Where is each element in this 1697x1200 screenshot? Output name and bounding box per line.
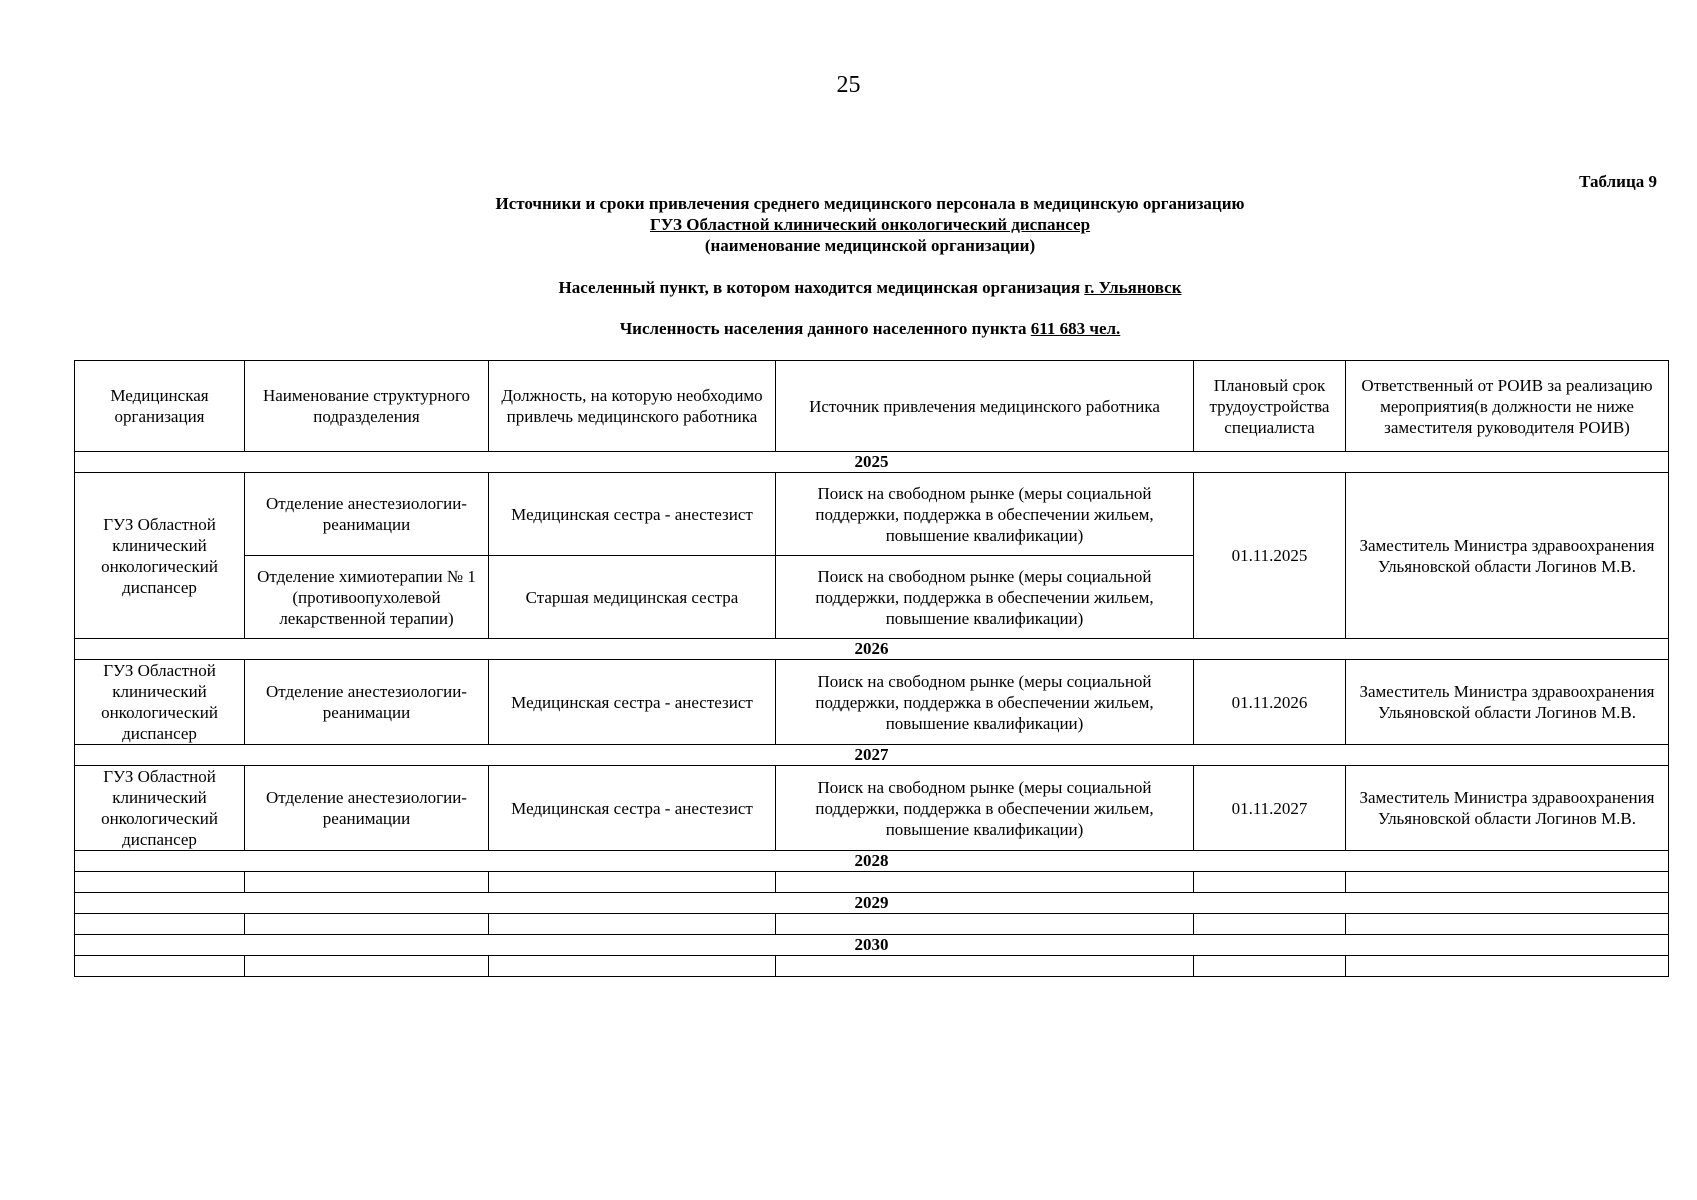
year-row-2025 [75,452,1669,473]
population-value: 611 683 чел. [1030,319,1121,338]
empty-table-row [75,914,1669,935]
cell-organization: ГУЗ Областной клинический онкологический диспансер [75,473,245,639]
table-row [75,766,1669,851]
organization-caption: (наименование медицинской организации) [704,236,1036,255]
empty-cell [1194,914,1346,935]
header-source: Источник привлечения медицинского работника [776,361,1194,452]
empty-cell [489,956,776,977]
empty-cell [1194,872,1346,893]
cell-department: Отделение анестезиологии-реанимации [245,660,489,745]
cell-organization: ГУЗ Областной клинический онкологический диспансер [75,766,245,851]
empty-cell [75,956,245,977]
table-title: Источники и сроки привлечения среднего медицинского персонала в медицинскую организацию [495,194,1245,213]
cell-department: Отделение анестезиологии-реанимации [245,473,489,556]
cell-responsible: Заместитель Министра здравоохранения Ульяновской области Логинов М.В. [1346,473,1669,639]
year-row-2026 [75,639,1669,660]
staffing-table [74,360,1669,977]
cell-position: Старшая медицинская сестра [489,556,776,639]
year-label: 2029 [75,893,1669,914]
empty-table-row [75,872,1669,893]
empty-cell [75,872,245,893]
cell-responsible: Заместитель Министра здравоохранения Ульяновской области Логинов М.В. [1346,660,1669,745]
year-label: 2028 [75,851,1669,872]
cell-planned-date: 01.11.2026 [1194,660,1346,745]
empty-cell [245,872,489,893]
empty-cell [1346,956,1669,977]
header-department: Наименование структурного подразделения [245,361,489,452]
header-position: Должность, на которую необходимо привлечь медицинского работника [489,361,776,452]
empty-cell [1194,956,1346,977]
cell-planned-date: 01.11.2025 [1194,473,1346,639]
empty-cell [489,872,776,893]
cell-position: Медицинская сестра - анестезист [489,766,776,851]
empty-cell [489,914,776,935]
year-label: 2025 [75,452,1669,473]
empty-cell [245,914,489,935]
locality-value: г. Ульяновск [1084,278,1182,297]
empty-cell [245,956,489,977]
cell-source: Поиск на свободном рынке (меры социальной поддержки, поддержка в обеспечении жильем, повышение квалификации) [776,766,1194,851]
population-line [70,318,1670,339]
cell-source: Поиск на свободном рынке (меры социальной поддержки, поддержка в обеспечении жильем, повышение квалификации) [776,660,1194,745]
year-label: 2026 [75,639,1669,660]
year-label: 2030 [75,935,1669,956]
cell-responsible: Заместитель Министра здравоохранения Ульяновской области Логинов М.В. [1346,766,1669,851]
cell-source: Поиск на свободном рынке (меры социальной поддержки, поддержка в обеспечении жильем, повышение квалификации) [776,473,1194,556]
header-responsible: Ответственный от РОИВ за реализацию мероприятия(в должности не ниже заместителя руководителя РОИВ) [1346,361,1669,452]
year-row-2030 [75,935,1669,956]
organization-name-value: ГУЗ Областной клинический онкологический диспансер [649,215,1091,234]
cell-position: Медицинская сестра - анестезист [489,473,776,556]
cell-department: Отделение анестезиологии-реанимации [245,766,489,851]
year-row-2027 [75,745,1669,766]
cell-planned-date: 01.11.2027 [1194,766,1346,851]
cell-position: Медицинская сестра - анестезист [489,660,776,745]
page-number: 25 [836,72,861,98]
table-header-row [75,361,1669,452]
cell-department: Отделение химиотерапии № 1 (противоопухолевой лекарственной терапии) [245,556,489,639]
year-row-2028 [75,851,1669,872]
empty-cell [75,914,245,935]
cell-source: Поиск на свободном рынке (меры социальной поддержки, поддержка в обеспечении жильем, повышение квалификации) [776,556,1194,639]
year-label: 2027 [75,745,1669,766]
organization-name [70,214,1670,235]
empty-cell [776,872,1194,893]
empty-cell [776,956,1194,977]
cell-organization: ГУЗ Областной клинический онкологический диспансер [75,660,245,745]
empty-cell [1346,872,1669,893]
table-row [75,660,1669,745]
table-label: Таблица 9 [1579,172,1657,191]
header-organization: Медицинская организация [75,361,245,452]
empty-table-row [75,956,1669,977]
table-row [75,473,1669,556]
population-label: Численность населения данного населенного пункта [619,319,1027,338]
locality-label: Населенный пункт, в котором находится медицинская организация [558,278,1081,297]
empty-cell [1346,914,1669,935]
empty-cell [776,914,1194,935]
year-row-2029 [75,893,1669,914]
locality-line [70,277,1670,298]
header-planned-date: Плановый срок трудоустройства специалиста [1194,361,1346,452]
